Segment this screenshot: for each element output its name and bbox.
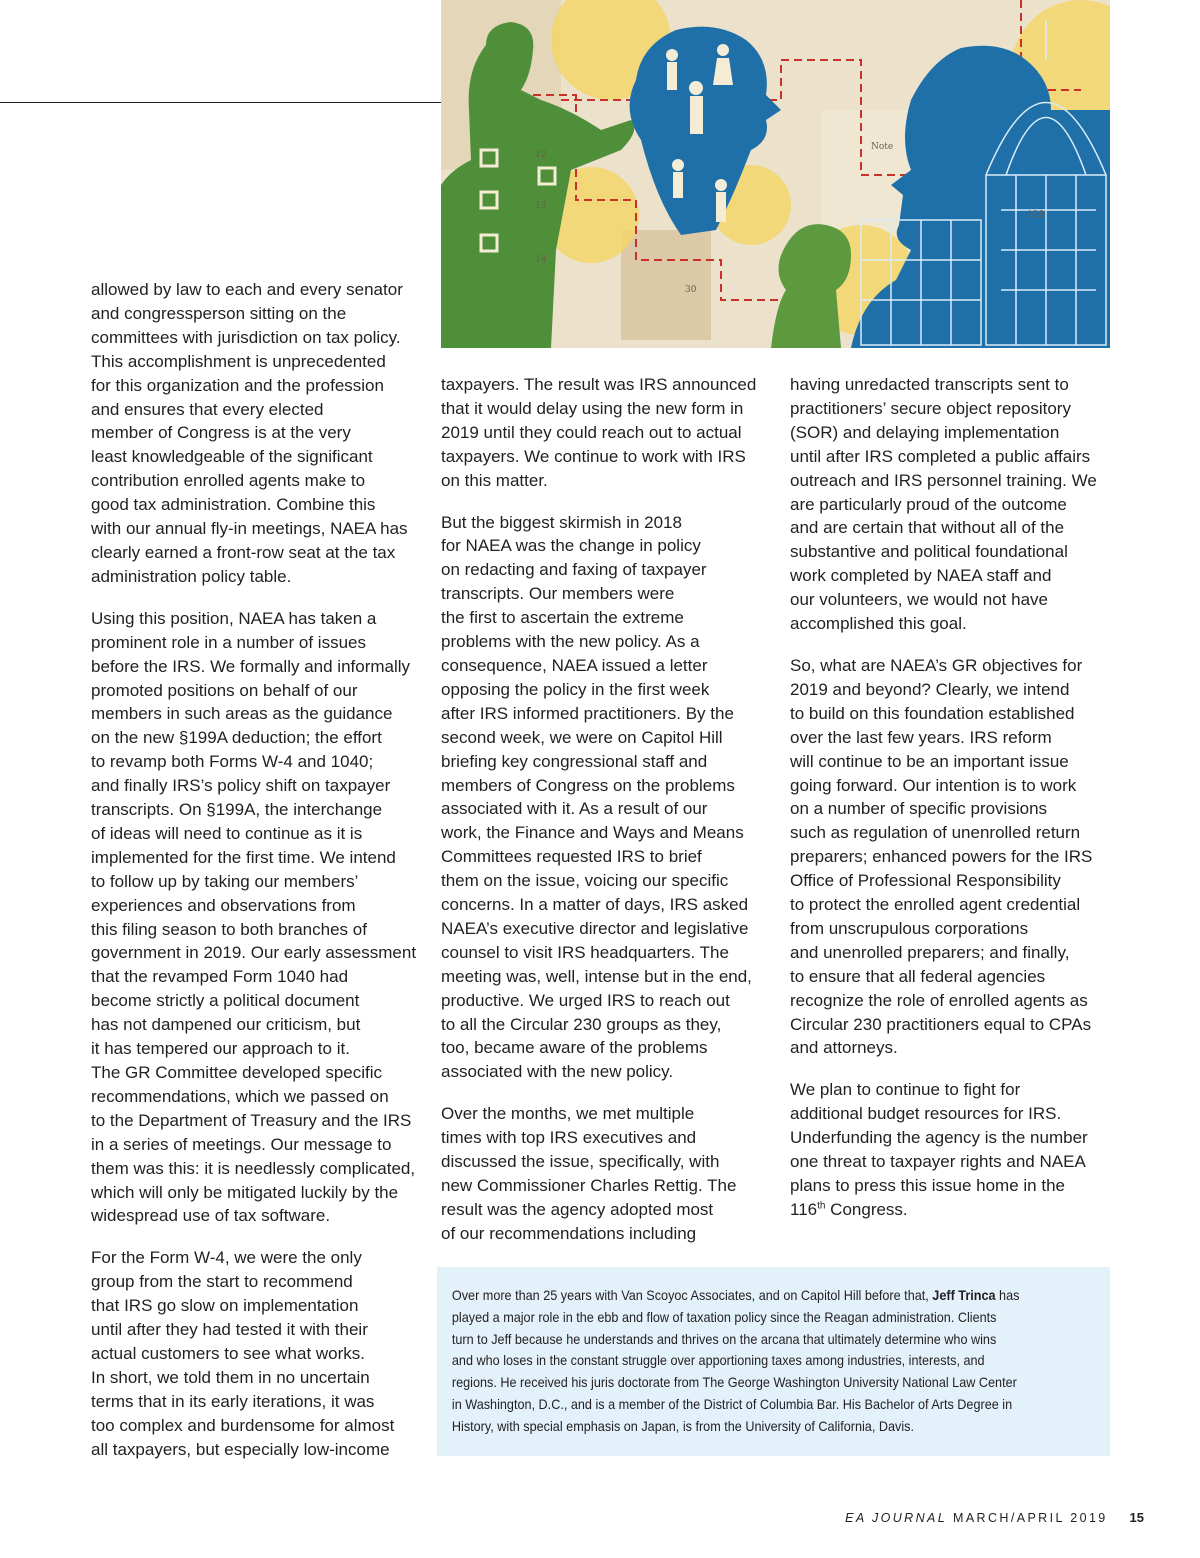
paragraph: So, what are NAEA’s GR objectives for 2019 and beyond? Clearly, we intend to build on this foundation established over the last few years. IRS reform will continue to be an important issue going forward. Our intention is to work on a number of specific provisions such as regulation of unenrolled return preparers; enhanced powers for the IRS Office of Professional Responsibility to protect the enrolled agent credential from unscrupulous corporations and unenrolled preparers; and finally, to ensure that all federal agencies recognize the role of enrolled agents as Circular 230 practitioners equal to CPAs and attorneys. (790, 655, 1093, 1058)
paragraph: having unredacted transcripts sent to practitioners’ secure object repository (SOR) and delaying implementation until after IRS completed a public affairs outreach and IRS personnel training. We are particularly proud of the outcome and are certain that without all of the substantive and political foundational work completed by NAEA staff and our volunteers, we would not have accomplished this goal. (790, 375, 1097, 634)
illus-label: 14 (535, 255, 547, 265)
author-bio-text (437, 1267, 1110, 1438)
page-number: 15 (1129, 1510, 1144, 1525)
paper-scrap (621, 230, 711, 340)
illus-label: 13 (535, 201, 547, 211)
author-bio-box (437, 1267, 1110, 1456)
paragraph: allowed by law to each and every senator and congressperson sitting on the committees with jurisdiction on tax policy. This accomplishment is unprecedented for this organization and the profession and ensures that every elected member of Congress is at the very least knowledgeable of the significant contribution enrolled agents make to good tax administration. Combine this with our annual fly-in meetings, NAEA has clearly earned a front-row seat at the tax administration policy table. (91, 280, 408, 586)
author-name: Jeff Trinca (932, 1288, 996, 1303)
ordinal-suffix: th (817, 1200, 826, 1212)
editorial-illustration (441, 0, 1110, 348)
page-footer (845, 1510, 1144, 1525)
illustration-art (441, 0, 1110, 348)
illus-label: 30 (685, 285, 697, 295)
paragraph: Using this position, NAEA has taken a prominent role in a number of issues before the IRS. We formally and informally promoted positions on behalf of our members in such areas as the guidance on the new §199A deduction; the effort to revamp both Forms W-4 and 1040; and finally IRS’s policy shift on taxpayer transcripts. On §199A, the interchange of ideas will need to continue as it is implemented for the first time. We intend to follow up by taking our members’ experiences and observations from this filing season to both branches of government in 2019. Our early assessment that the revamped Form 1040 had become strictly a political document has not dampened our criticism, but it has tempered our approach to it. The GR Committee developed specific recommendations, which we passed on to the Department of Treasury and the IRS in a series of meetings. Our message to them was this: it is needlessly complicated, which will only be mitigated luckily by the widespread use of tax software. (91, 608, 417, 1226)
illus-label: Note (871, 142, 894, 152)
paragraph: taxpayers. The result was IRS announced that it would delay using the new form in 2019 until they could reach out to actual taxpayers. We continue to work with IRS on this matter. (441, 375, 757, 490)
congress-number: 116 (790, 1199, 818, 1219)
bio-body: has played a major role in the ebb and flow of taxation policy since the Reagan administration. Clients turn to Jeff because he understands and thrives on the arcana that ultimately determine who wins and who loses in the constant struggle over apportioning taxes among industries, interests, and regions. He received his juris doctorate from The George Washington University National Law Center in Washington, D.C., and is a member of the District of Columbia Bar. His Bachelor of Arts Degree in History, with special emphasis on Japan, is from the University of California, Davis. (451, 1288, 1020, 1434)
paragraph: Over the months, we met multiple times with top IRS executives and discussed the issue, specifically, with new Commissioner Charles Rettig. The result was the agency adopted most of our recommendations including (441, 1104, 737, 1243)
paragraph-text: We plan to continue to fight for additional budget resources for IRS. Underfunding the agency is the number one threat to taxpayer rights and NAEA plans to press this issue home in the (790, 1080, 1088, 1195)
issue-date: MARCH/APRIL 2019 (953, 1511, 1108, 1525)
article-column-1 (91, 278, 421, 1480)
publication-name: EA JOURNAL (845, 1511, 948, 1525)
paragraph-last (790, 1078, 1115, 1221)
paragraph: But the biggest skirmish in 2018 for NAEA was the change in policy on redacting and faxing of taxpayer transcripts. Our members were the first to ascertain the extreme problems with the new policy. As a consequence, NAEA issued a letter opposing the policy in the first week after IRS informed practitioners. By the second week, we were on Capitol Hill briefing key congressional staff and members of Congress on the problems associated with it. As a result of our work, the Finance and Ways and Means Committees requested IRS to brief them on the issue, voicing our specific concerns. In a matter of days, IRS asked NAEA’s executive director and legislative counsel to visit IRS headquarters. The meeting was, well, intense but in the end, productive. We urged IRS to reach out to all the Circular 230 groups as they, too, became aware of the problems associated with the new policy. (441, 512, 752, 1082)
article-column-3 (790, 373, 1115, 1240)
paragraph: For the Form W-4, we were the only group from the start to recommend that IRS go slow on implementation until after they had tested it with their actual customers to see what works. In short, we told them in no uncertain terms that in its early iterations, it was too complex and burdensome for almost all taxpayers, but especially low-income (91, 1248, 395, 1459)
bio-intro: Over more than 25 years with Van Scoyoc Associates, and on Capitol Hill before that, (451, 1288, 933, 1303)
article-column-2 (441, 373, 776, 1264)
paragraph-tail: Congress. (825, 1199, 908, 1219)
illus-label: 128 (1027, 210, 1045, 220)
illus-label: 12 (535, 150, 547, 160)
header-rule (0, 102, 441, 103)
